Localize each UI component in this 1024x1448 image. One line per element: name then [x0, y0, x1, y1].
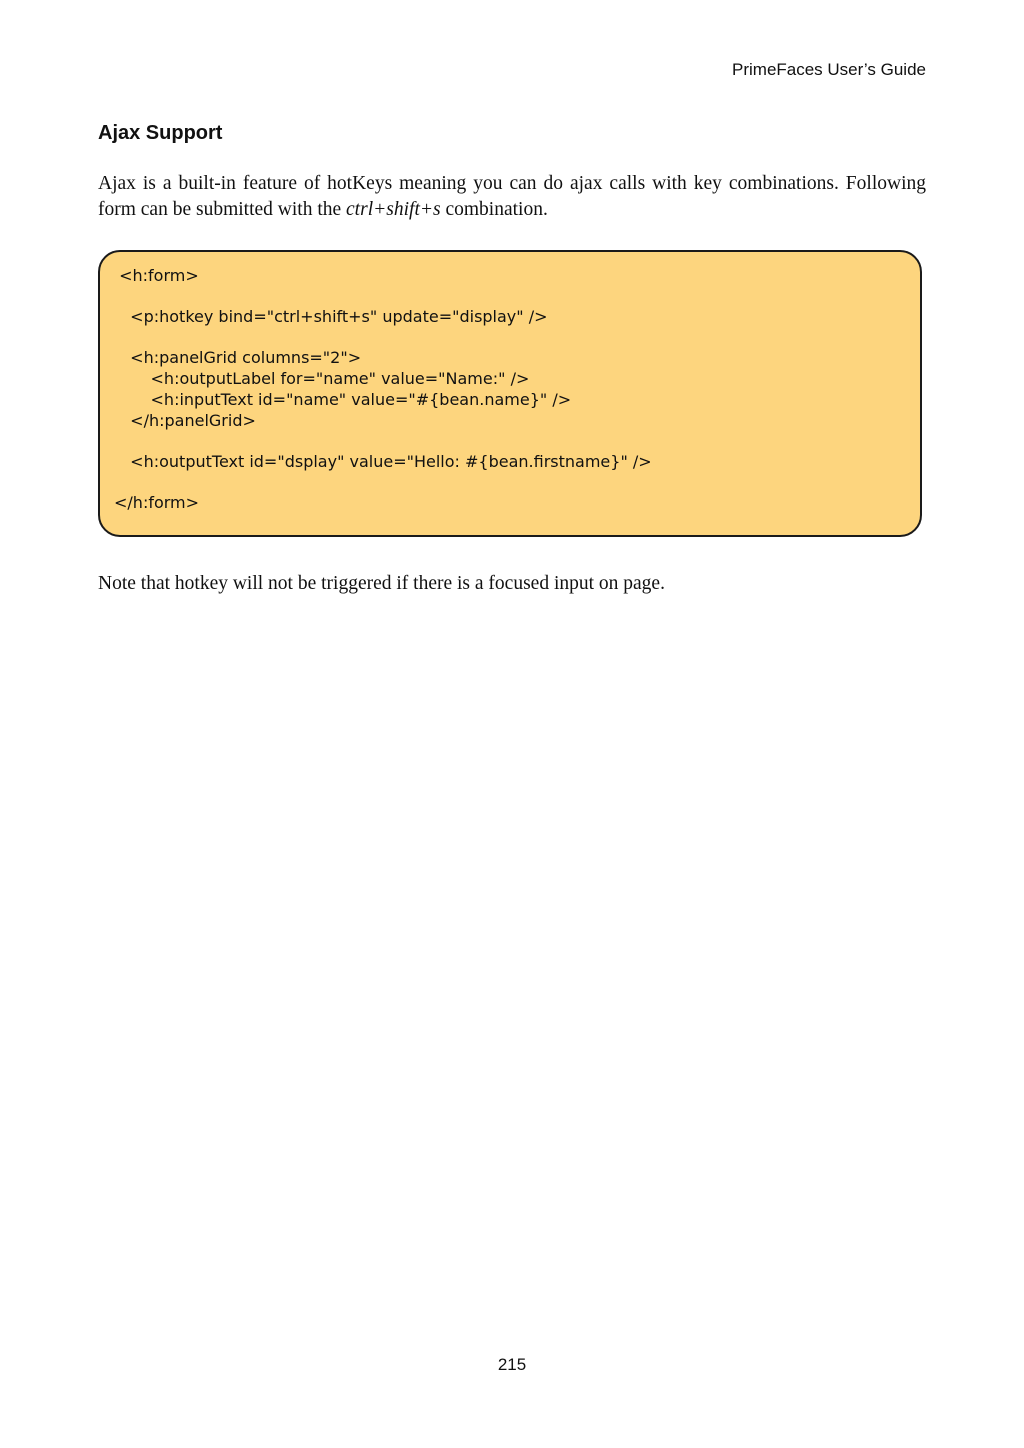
intro-text-end: combination. [440, 199, 548, 220]
key-combination: ctrl+shift+s [346, 199, 441, 220]
code-line: <h:outputText id="dsplay" value="Hello: #{bean.firstname}" /> [120, 452, 652, 471]
code-line: </h:form> [114, 493, 200, 512]
running-header: PrimeFaces User’s Guide [732, 60, 926, 79]
page-number: 215 [497, 1355, 527, 1374]
code-line: <h:outputLabel for="name" value="Name:" /> [120, 369, 530, 388]
code-line: <h:form> [114, 266, 199, 285]
code-line: <h:inputText id="name" value="#{bean.name}" /> [120, 390, 572, 409]
code-block [98, 250, 922, 537]
note-paragraph: Note that hotkey will not be triggered if there is a focused input on page. [98, 573, 665, 594]
intro-paragraph [98, 171, 926, 223]
code-line: </h:panelGrid> [120, 411, 256, 430]
intro-text-start: Ajax is a built-in feature of hotKeys meaning you can do ajax calls with key combinations. Following form can be submitted with the [98, 173, 926, 220]
section-heading: Ajax Support [98, 122, 223, 144]
code-line: <h:panelGrid columns="2"> [120, 348, 362, 367]
code-line: <p:hotkey bind="ctrl+shift+s" update="display" /> [120, 307, 548, 326]
